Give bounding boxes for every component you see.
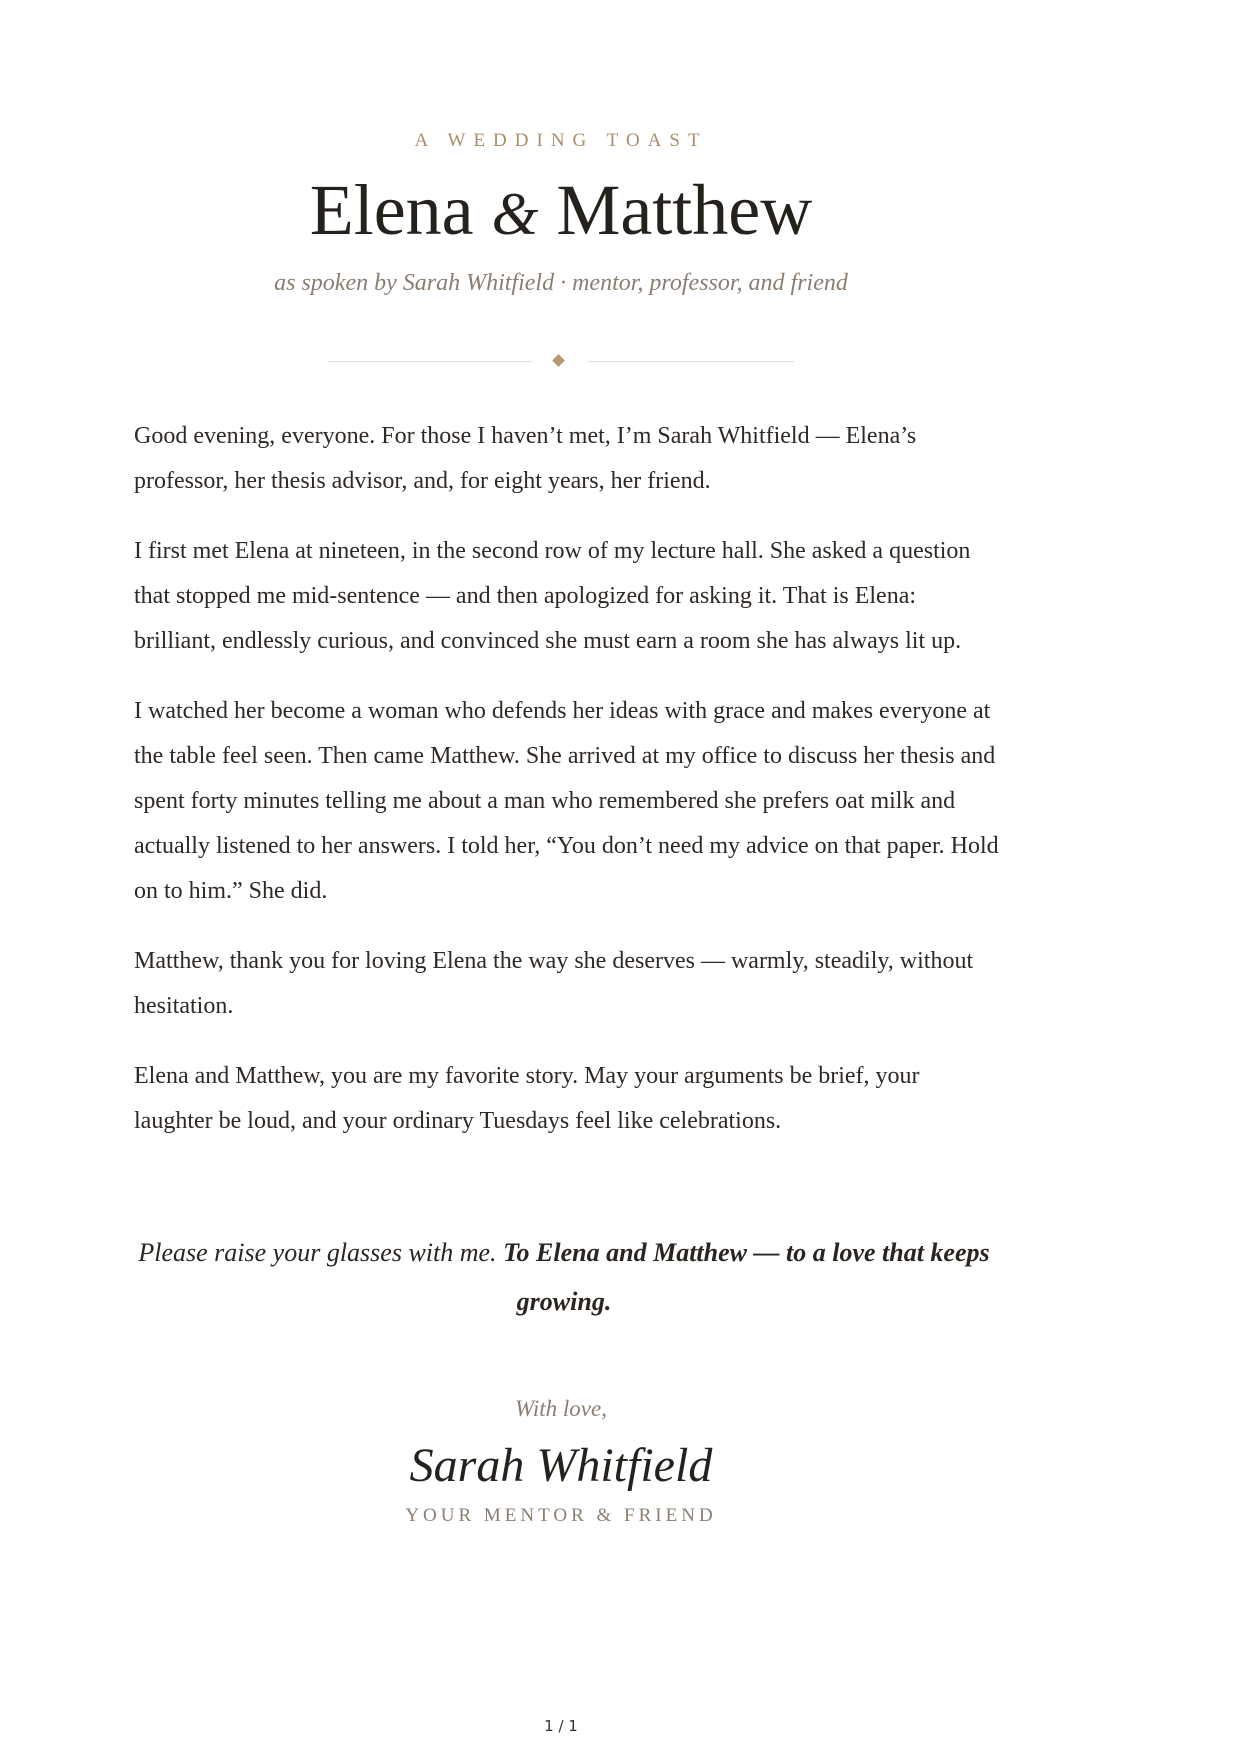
toast-paragraph: I first met Elena at nineteen, in the second row of my lecture hall. She asked a question that stopped me mid-sentence — and then apologized for asking it. That is Elena: brilliant, endlessly curious, and convinced she must earn a room she has always lit up.	[134, 538, 971, 654]
toast-paragraph: Good evening, everyone. For those I haven’t met, I’m Sarah Whitfield — Elena’s professor, her thesis advisor, and, for eight years, her friend.	[134, 423, 917, 494]
title-ampersand: &	[491, 181, 539, 247]
document-subtitle: as spoken by Sarah Whitfield · mentor, professor, and friend	[274, 270, 848, 296]
page-number: 1 / 1	[544, 1717, 578, 1735]
document-kicker: A WEDDING TOAST	[414, 130, 708, 151]
toast-body	[134, 414, 1000, 1169]
title-name-one: Elena	[309, 170, 474, 250]
divider-line-left	[328, 361, 532, 362]
closing-toast	[134, 1228, 994, 1326]
signoff-greeting: With love,	[515, 1396, 607, 1421]
signature-role: YOUR MENTOR & FRIEND	[405, 1505, 717, 1526]
ornamental-divider	[328, 352, 794, 372]
diamond-icon	[552, 354, 565, 367]
closing-lead: Please raise your glasses with me.	[138, 1238, 497, 1267]
signature-name: Sarah Whitfield	[409, 1439, 713, 1492]
closing-toast-line: To Elena and Matthew — to a love that keeps growing.	[503, 1238, 990, 1316]
toast-paragraph: Elena and Matthew, you are my favorite story. May your arguments be brief, your laughter be loud, and your ordinary Tuesdays feel like celebrations.	[134, 1063, 920, 1134]
divider-line-right	[588, 361, 794, 362]
title-name-two: Matthew	[556, 170, 813, 250]
toast-paragraph: I watched her become a woman who defends her ideas with grace and makes everyone at the table feel seen. Then came Matthew. She arrived at my office to discuss her thesis and spent forty minutes telling me about a man who remembered she prefers oat milk and actually listened to her answers. I told her, “You don’t need my advice on that paper. Hold on to him.” She did.	[134, 698, 999, 904]
document-title	[0, 166, 1122, 258]
toast-paragraph: Matthew, thank you for loving Elena the way she deserves — warmly, steadily, without hesitation.	[134, 948, 974, 1019]
